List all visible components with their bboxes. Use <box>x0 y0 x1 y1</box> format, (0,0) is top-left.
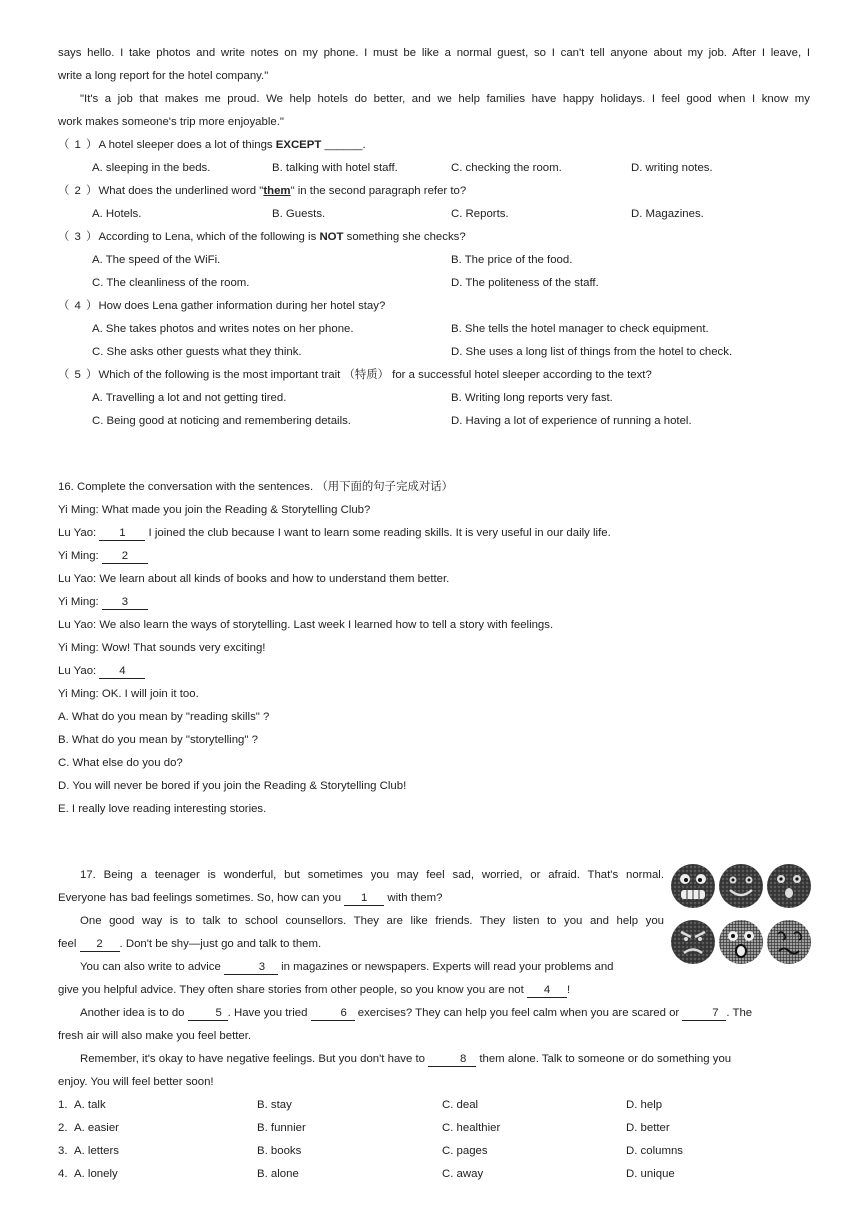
dizzy-face-icon <box>767 920 811 964</box>
answer-blank[interactable]: 1 <box>344 892 384 906</box>
option[interactable]: D. better <box>626 1122 670 1134</box>
q16-title: 16. Complete the conversation with the sentences. （用下面的句子完成对话） <box>58 481 454 493</box>
answer-blank[interactable]: 5 <box>188 1007 228 1021</box>
dialogue-line: Lu Yao: We also learn the ways of storytelling. Last week I learned how to tell a story with feelings. <box>58 619 554 631</box>
dialogue-line: Yi Ming: 3 <box>58 594 148 610</box>
angry-face-icon <box>671 920 715 964</box>
cloze-line: Another idea is to do 5 . Have you tried 6 exercises? They can help you feel calm when you are scared or 7 . The <box>80 1007 753 1019</box>
choice-option[interactable]: B. What do you mean by "storytelling" ? <box>58 734 258 746</box>
surprised-face-icon <box>767 864 811 908</box>
passage-line: "It's a job that makes me proud. We help hotels do better, and we help families have happy holidays. I feel good when I know my <box>80 93 810 105</box>
option[interactable]: C. healthier <box>442 1122 501 1134</box>
question-1: （ 1 ）A hotel sleeper does a lot of things EXCEPT ______. <box>58 139 366 151</box>
answer-number: 4. <box>58 1168 68 1180</box>
grimace-face-icon <box>671 864 715 908</box>
dialogue-line: Yi Ming: Wow! That sounds very exciting! <box>58 642 266 654</box>
option[interactable]: B. books <box>257 1145 302 1157</box>
option[interactable]: B. talking with hotel staff. <box>272 162 398 174</box>
choice-option[interactable]: D. You will never be bored if you join the Reading & Storytelling Club! <box>58 780 407 792</box>
option[interactable]: D. help <box>626 1099 663 1111</box>
answer-blank[interactable]: 3 <box>102 596 148 610</box>
option[interactable]: A. talk <box>74 1099 106 1111</box>
option[interactable]: C. deal <box>442 1099 479 1111</box>
option[interactable]: A. letters <box>74 1145 119 1157</box>
option[interactable]: C. pages <box>442 1145 488 1157</box>
cloze-line: Everyone has bad feelings sometimes. So, how can you 1 with them? <box>58 892 443 904</box>
option[interactable]: B. alone <box>257 1168 299 1180</box>
question-4: （ 4 ）How does Lena gather information during her hotel stay? <box>58 300 386 312</box>
cloze-line: 17. Being a teenager is wonderful, but sometimes you may feel sad, worried, or afraid. That's normal. <box>80 869 664 881</box>
answer-blank[interactable]: 6 <box>311 1007 355 1021</box>
smile-face-icon <box>719 864 763 908</box>
answer-blank[interactable]: 1 <box>99 527 145 541</box>
cloze-line: give you helpful advice. They often share stories from other people, so you know you are not 4 ! <box>58 984 571 996</box>
shocked-face-icon <box>719 920 763 964</box>
answer-blank[interactable]: 8 <box>428 1053 476 1067</box>
dialogue-line: Yi Ming: 2 <box>58 548 148 564</box>
option[interactable]: A. She takes photos and writes notes on her phone. <box>92 323 354 335</box>
option[interactable]: B. Guests. <box>272 208 326 220</box>
option[interactable]: B. The price of the food. <box>451 254 573 266</box>
choice-option[interactable]: E. I really love reading interesting stories. <box>58 803 267 815</box>
emotion-faces-illustration <box>670 862 812 966</box>
answer-blank[interactable]: 7 <box>682 1007 726 1021</box>
option[interactable]: C. The cleanliness of the room. <box>92 277 250 289</box>
cloze-line: enjoy. You will feel better soon! <box>58 1076 214 1088</box>
option[interactable]: C. away <box>442 1168 484 1180</box>
choice-option[interactable]: C. What else do you do? <box>58 757 183 769</box>
answer-blank[interactable]: 2 <box>102 550 148 564</box>
cloze-line: One good way is to talk to school counsellors. They are like friends. They listen to you and help you <box>80 915 664 927</box>
choice-option[interactable]: A. What do you mean by "reading skills" ? <box>58 711 270 723</box>
option[interactable]: D. Magazines. <box>631 208 704 220</box>
option[interactable]: C. Being good at noticing and remembering details. <box>92 415 351 427</box>
option[interactable]: D. writing notes. <box>631 162 713 174</box>
answer-number: 3. <box>58 1145 68 1157</box>
passage-line: write a long report for the hotel company." <box>58 70 269 82</box>
passage-line: says hello. I take photos and write notes on my phone. I must be like a normal guest, so I can't tell anyone about my job. After I leave, I <box>58 47 810 59</box>
dialogue-line: Lu Yao: We learn about all kinds of books and how to understand them better. <box>58 573 450 585</box>
option[interactable]: D. The politeness of the staff. <box>451 277 599 289</box>
option[interactable]: B. stay <box>257 1099 292 1111</box>
option[interactable]: A. sleeping in the beds. <box>92 162 211 174</box>
passage-line: work makes someone's trip more enjoyable." <box>58 116 284 128</box>
answer-number: 1. <box>58 1099 68 1111</box>
answer-blank[interactable]: 2 <box>80 938 120 952</box>
dialogue-line: Yi Ming: What made you join the Reading & Storytelling Club? <box>58 504 371 516</box>
option[interactable]: A. easier <box>74 1122 119 1134</box>
dialogue-line: Lu Yao: 1 I joined the club because I want to learn some reading skills. It is very useful in our daily life. <box>58 527 611 539</box>
cloze-line: Remember, it's okay to have negative feelings. But you don't have to 8 them alone. Talk to someone or do something you <box>80 1053 732 1065</box>
option[interactable]: A. Travelling a lot and not getting tired. <box>92 392 287 404</box>
question-5: （ 5 ）Which of the following is the most important trait （特质） for a successful hotel sleeper according to the text? <box>58 369 652 381</box>
dialogue-line: Lu Yao: 4 <box>58 663 145 679</box>
option[interactable]: A. lonely <box>74 1168 118 1180</box>
option[interactable]: D. unique <box>626 1168 675 1180</box>
option[interactable]: B. Writing long reports very fast. <box>451 392 613 404</box>
cloze-line: You can also write to advice 3 in magazines or newspapers. Experts will read your problems and <box>80 961 614 973</box>
question-2: （ 2 ）What does the underlined word "them" in the second paragraph refer to? <box>58 185 467 197</box>
option[interactable]: A. The speed of the WiFi. <box>92 254 221 266</box>
answer-blank[interactable]: 4 <box>99 665 145 679</box>
question-3: （ 3 ）According to Lena, which of the following is NOT something she checks? <box>58 231 466 243</box>
answer-number: 2. <box>58 1122 68 1134</box>
cloze-line: fresh air will also make you feel better. <box>58 1030 252 1042</box>
option[interactable]: D. columns <box>626 1145 683 1157</box>
option[interactable]: C. She asks other guests what they think. <box>92 346 302 358</box>
option[interactable]: D. She uses a long list of things from the hotel to check. <box>451 346 733 358</box>
answer-blank[interactable]: 4 <box>527 984 567 998</box>
option[interactable]: C. Reports. <box>451 208 509 220</box>
dialogue-line: Yi Ming: OK. I will join it too. <box>58 688 199 700</box>
option[interactable]: D. Having a lot of experience of running a hotel. <box>451 415 692 427</box>
option[interactable]: B. She tells the hotel manager to check equipment. <box>451 323 709 335</box>
answer-blank[interactable]: 3 <box>224 961 278 975</box>
option[interactable]: A. Hotels. <box>92 208 142 220</box>
option[interactable]: C. checking the room. <box>451 162 562 174</box>
option[interactable]: B. funnier <box>257 1122 306 1134</box>
emotion-faces-svg <box>670 862 812 966</box>
cloze-line: feel 2 . Don't be shy—just go and talk to them. <box>58 938 322 950</box>
